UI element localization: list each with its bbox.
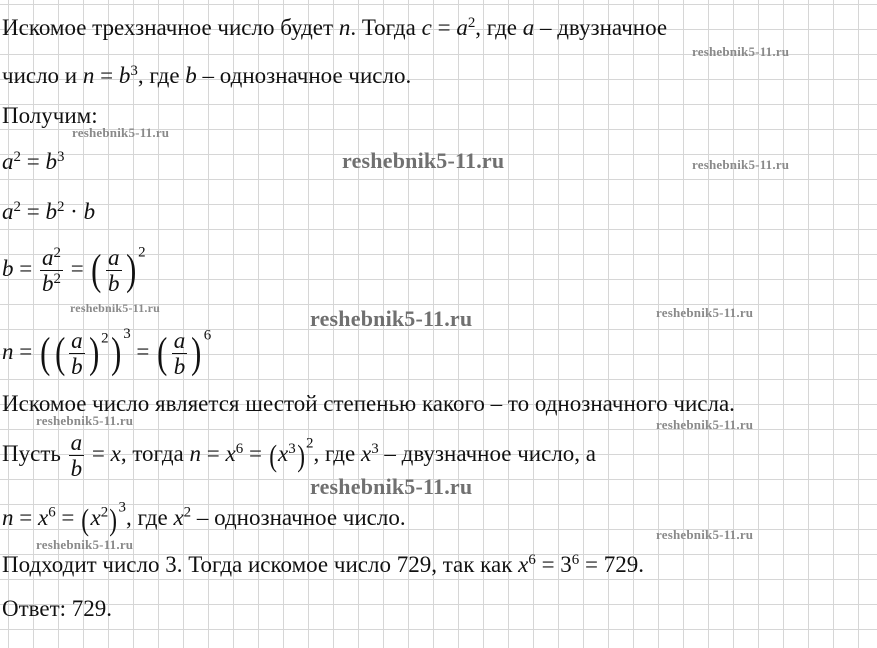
- text: , где: [126, 504, 174, 530]
- text: – двузначное: [534, 15, 668, 40]
- text-line-11: [2, 553, 644, 576]
- exponent: 2: [13, 198, 21, 215]
- equals: =: [243, 441, 268, 467]
- equation-4: [2, 328, 211, 380]
- exponent: 2: [56, 198, 65, 215]
- exponent: 6: [571, 551, 580, 568]
- watermark: reshebnik5-11.ru: [310, 306, 473, 331]
- var-n: n: [2, 504, 14, 530]
- paren-right: ): [125, 245, 136, 294]
- var-b: b: [71, 354, 83, 380]
- exponent: 3: [56, 148, 65, 165]
- watermark: reshebnik5-11.ru: [692, 44, 790, 59]
- text: . Тогда: [350, 15, 422, 40]
- watermark: reshebnik5-11.ru: [656, 527, 754, 542]
- paren-left: (: [81, 502, 90, 537]
- equals: =: [20, 199, 46, 224]
- dot: ·: [64, 199, 84, 224]
- equals: =: [201, 441, 226, 467]
- answer-line: Ответ: 729.: [2, 596, 113, 621]
- var-a: a: [173, 328, 186, 353]
- watermark: reshebnik5-11.ru: [692, 157, 790, 172]
- var-b: b: [118, 63, 131, 88]
- paren-right: ): [191, 328, 202, 377]
- exponent: 2: [306, 435, 314, 452]
- paren-right: ): [110, 328, 122, 377]
- var-b: b: [185, 63, 197, 88]
- text: , тогда: [120, 441, 190, 467]
- paren-right: ): [109, 502, 118, 537]
- watermark: reshebnik5-11.ru: [656, 305, 754, 320]
- var-x: x: [37, 504, 49, 530]
- text: Пусть: [2, 441, 67, 467]
- exponent: 6: [235, 440, 244, 457]
- equals: =: [13, 256, 38, 282]
- var-b: b: [173, 354, 186, 380]
- exponent: 3: [130, 62, 138, 79]
- var-a: a: [522, 15, 535, 40]
- var-n: n: [189, 441, 202, 467]
- equation-5: [2, 430, 596, 482]
- var-a: a: [41, 245, 54, 270]
- var-a: a: [71, 328, 83, 353]
- equals: =: [13, 339, 38, 365]
- exponent: 6: [528, 551, 536, 568]
- var-a: a: [2, 149, 14, 174]
- fraction: [69, 430, 85, 482]
- paren-left: (: [91, 245, 102, 294]
- var-b: b: [2, 256, 14, 282]
- text: , где: [313, 441, 361, 467]
- var-a: a: [70, 430, 83, 455]
- watermark: reshebnik5-11.ru: [36, 413, 134, 428]
- paren-left: (: [268, 438, 277, 474]
- text: число и: [2, 63, 83, 88]
- var-b: b: [70, 456, 83, 482]
- watermark: reshebnik5-11.ru: [70, 301, 160, 315]
- text-line-2: [2, 64, 411, 87]
- var-x: x: [110, 441, 121, 467]
- equals: =: [94, 63, 119, 88]
- var-a: a: [108, 245, 120, 270]
- var-b: b: [83, 199, 96, 224]
- exponent: 3: [371, 440, 379, 457]
- var-x: x: [90, 504, 101, 530]
- text: – однозначное число.: [191, 504, 406, 530]
- var-x: x: [278, 441, 289, 467]
- fraction: [69, 328, 85, 380]
- paren-left: (: [40, 328, 51, 377]
- watermark: reshebnik5-11.ru: [72, 125, 170, 140]
- paren-right: ): [88, 328, 99, 377]
- equals: =: [86, 441, 111, 467]
- paren-left: (: [157, 328, 168, 377]
- text: = 3: [535, 552, 572, 577]
- exponent: 3: [288, 440, 296, 457]
- var-a: a: [2, 199, 14, 224]
- exponent: 3: [118, 499, 126, 516]
- var-n: n: [2, 339, 14, 365]
- exponent: 6: [203, 327, 212, 344]
- equation-1: [2, 150, 64, 173]
- text: = 729.: [579, 552, 644, 577]
- exponent: 2: [101, 330, 109, 347]
- var-x: x: [360, 441, 372, 467]
- var-x: x: [225, 441, 236, 467]
- text-line-1: [2, 16, 667, 39]
- var-b: b: [45, 199, 57, 224]
- text-line-8: Искомое число является шестой степенью какого – то однозначного числа.: [2, 391, 735, 416]
- var-b: b: [108, 271, 120, 297]
- var-c: c: [421, 15, 432, 40]
- text: – однозначное число.: [196, 63, 412, 88]
- exponent: 2: [467, 14, 476, 31]
- watermark: reshebnik5-11.ru: [36, 537, 134, 552]
- exponent: 2: [100, 504, 109, 521]
- text: – двузначное число, а: [378, 441, 596, 467]
- paren-right: ): [296, 438, 305, 474]
- equation-2: [2, 200, 95, 223]
- exponent: 2: [53, 271, 61, 288]
- var-n: n: [338, 15, 351, 40]
- var-b: b: [45, 149, 57, 174]
- text: , где: [475, 15, 523, 40]
- equals: =: [13, 504, 38, 530]
- watermark: reshebnik5-11.ru: [342, 148, 505, 173]
- text: Искомое трехзначное число будет: [2, 15, 339, 40]
- exponent: 3: [123, 326, 131, 343]
- text-line-3: Получим:: [2, 103, 98, 128]
- paren-left: (: [54, 328, 65, 377]
- fraction: [106, 245, 122, 297]
- var-a: a: [456, 15, 468, 40]
- exponent: 2: [53, 244, 61, 261]
- equals: =: [55, 504, 81, 530]
- equals: =: [64, 256, 90, 282]
- exponent: 2: [183, 504, 192, 521]
- var-b: b: [41, 271, 54, 297]
- fraction: [172, 328, 188, 380]
- var-n: n: [82, 63, 95, 88]
- watermark: reshebnik5-11.ru: [310, 474, 473, 499]
- text: , где: [137, 63, 186, 88]
- exponent: 2: [13, 148, 21, 165]
- equation-6: [2, 499, 406, 537]
- exponent: 2: [138, 244, 146, 261]
- var-x: x: [518, 552, 529, 577]
- text: Подходит число 3. Тогда искомое число 729, так как: [2, 552, 519, 577]
- watermark: reshebnik5-11.ru: [656, 417, 754, 432]
- exponent: 6: [48, 504, 56, 521]
- fraction: [40, 245, 63, 297]
- var-x: x: [173, 504, 184, 530]
- equals: =: [130, 339, 156, 365]
- equation-3: [2, 245, 146, 297]
- equals: =: [431, 15, 457, 40]
- equals: =: [20, 149, 46, 174]
